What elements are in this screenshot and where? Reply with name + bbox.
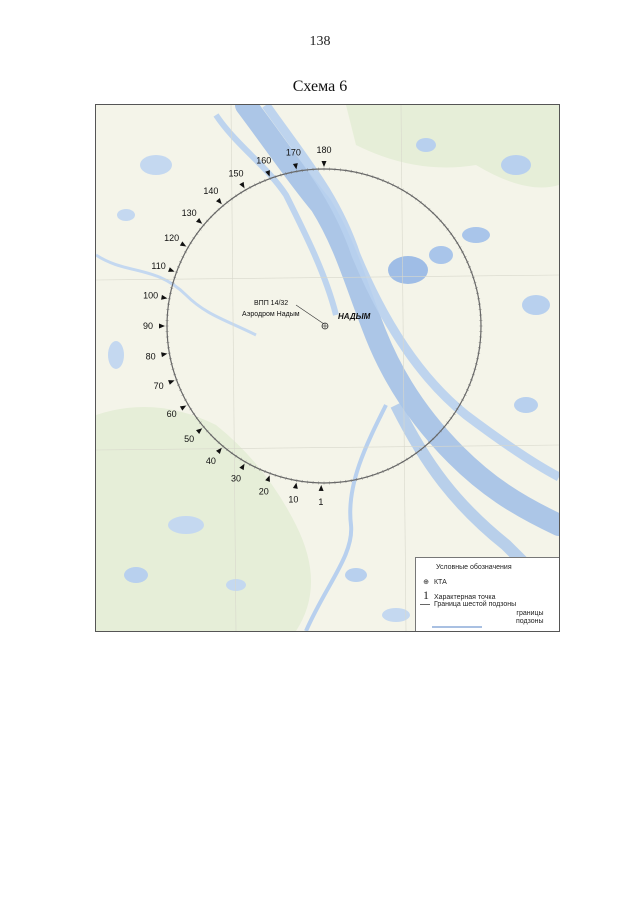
lake	[168, 516, 204, 534]
airport-label: Аэродром Надым	[242, 311, 300, 318]
lake	[462, 227, 490, 243]
bearing-label-170: 170	[285, 147, 301, 158]
city-label: НАДЫМ	[338, 312, 371, 321]
boundary-line-icon	[420, 604, 430, 605]
bearing-label-140: 140	[203, 186, 219, 197]
bearing-label-180: 180	[316, 145, 332, 155]
bearing-label-90: 90	[142, 321, 154, 331]
lake	[416, 138, 436, 152]
legend-boundary-label: Граница шестой подзоны	[433, 601, 517, 608]
legend-point-label: Характерная точка	[433, 594, 496, 601]
bearing-label-110: 110	[151, 260, 166, 271]
legend-row-kta	[420, 578, 447, 586]
lake	[522, 295, 550, 315]
lake	[514, 397, 538, 413]
lake	[388, 256, 428, 284]
legend-kta-label: КТА	[433, 579, 447, 586]
bearing-label-30: 30	[230, 473, 242, 484]
bearing-label-40: 40	[205, 455, 216, 466]
bearing-label-60: 60	[166, 409, 177, 419]
legend-title: Условные обозначения	[436, 564, 512, 571]
bearing-label-100: 100	[143, 290, 159, 301]
bearing-label-20: 20	[258, 486, 269, 497]
page-number: 138	[309, 34, 331, 49]
bearing-label-80: 80	[145, 351, 156, 362]
bearing-label-160: 160	[256, 155, 272, 166]
bearing-label-120: 120	[164, 233, 180, 243]
map-frame	[95, 104, 560, 632]
lake	[117, 209, 135, 221]
lake	[140, 155, 172, 175]
bearing-label-150: 150	[228, 168, 244, 179]
scheme-title: Схема 6	[292, 78, 348, 95]
map-legend	[415, 557, 560, 632]
bearing-label-130: 130	[181, 207, 197, 218]
lake	[124, 567, 148, 583]
bearing-label-1: 1	[318, 496, 324, 507]
runway-label: ВПП 14/32	[254, 300, 289, 307]
bearing-label-50: 50	[184, 434, 195, 445]
map-terrain	[96, 105, 559, 631]
legend-boundaries-line2: подзоны	[516, 618, 544, 625]
lake	[345, 568, 367, 582]
subzone-boundaries-line-icon	[432, 626, 482, 628]
lake	[108, 341, 124, 369]
legend-boundaries-label	[516, 610, 544, 626]
map-svg	[96, 105, 559, 631]
kta-symbol-icon: ⊕	[423, 579, 429, 586]
lake	[429, 246, 453, 264]
legend-boundaries-line1: границы	[516, 610, 544, 617]
lake	[226, 579, 246, 591]
bearing-label-10: 10	[288, 494, 299, 505]
legend-row-boundary	[420, 601, 516, 608]
lake	[501, 155, 531, 175]
point-symbol-icon: 1	[423, 588, 429, 602]
bearing-label-70: 70	[153, 381, 164, 392]
